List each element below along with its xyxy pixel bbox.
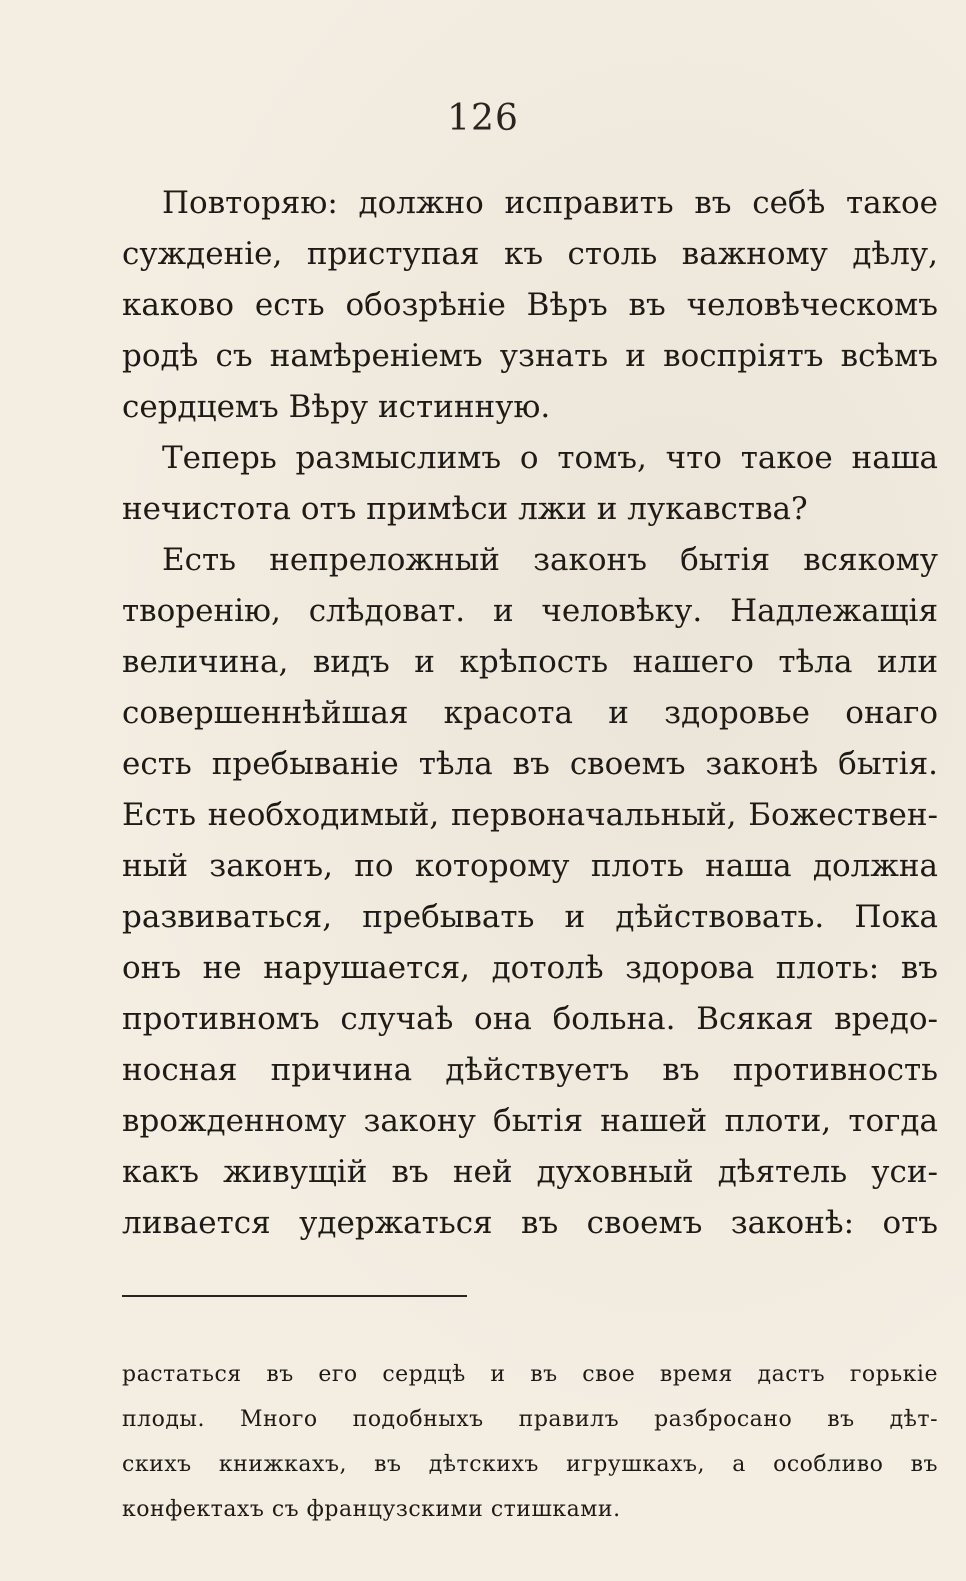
footnote-divider bbox=[122, 1295, 467, 1297]
footnote-line: плоды. Много подобныхъ правилъ разбросано въ дѣт- bbox=[122, 1407, 938, 1432]
text-line: величина, видъ и крѣпость нашего тѣла или bbox=[122, 644, 938, 680]
text-line: Повторяю: должно исправить въ себѣ такое bbox=[162, 185, 938, 221]
text-line: противномъ случаѣ она больна. Всякая вредо- bbox=[122, 1001, 938, 1037]
page-number: 126 bbox=[447, 98, 519, 139]
footnote bbox=[122, 1352, 938, 1532]
text-line: сердцемъ Вѣру истинную. bbox=[122, 389, 551, 425]
text-line: нечистота отъ примѣси лжи и лукавства? bbox=[122, 491, 808, 527]
body-text bbox=[122, 178, 938, 1249]
text-line: развиваться, пребывать и дѣйствовать. Пока bbox=[122, 899, 938, 935]
text-line: врожденному закону бытія нашей плоти, тогда bbox=[122, 1103, 938, 1139]
text-line: ливается удержаться въ своемъ законѣ: отъ bbox=[122, 1205, 938, 1241]
text-line: совершеннѣйшая красота и здоровье онаго bbox=[122, 695, 938, 731]
text-line: сужденіе, приступая къ столь важному дѣлу, bbox=[122, 236, 938, 272]
text-line: каково есть обозрѣніе Вѣръ въ человѣческомъ bbox=[122, 287, 938, 323]
text-line: носная причина дѣйствуетъ въ противность bbox=[122, 1052, 938, 1088]
text-line: Есть необходимый, первоначальный, Божествен- bbox=[122, 797, 938, 833]
text-line: ный законъ, по которому плоть наша должна bbox=[122, 848, 938, 884]
text-line: родѣ съ намѣреніемъ узнать и воспріятъ всѣмъ bbox=[122, 338, 938, 374]
text-line: какъ живущій въ ней духовный дѣятель уси- bbox=[122, 1154, 938, 1190]
text-line: онъ не нарушается, дотолѣ здорова плоть: въ bbox=[122, 950, 938, 986]
text-line: Теперь размыслимъ о томъ, что такое наша bbox=[162, 440, 938, 476]
footnote-line: конфектахъ съ французскими стишками. bbox=[122, 1497, 621, 1522]
footnote-line: растаться въ его сердцѣ и въ свое время дастъ горькіе bbox=[122, 1362, 938, 1387]
text-line: есть пребываніе тѣла въ своемъ законѣ бытія. bbox=[122, 746, 938, 782]
footnote-line: скихъ книжкахъ, въ дѣтскихъ игрушкахъ, а особливо въ bbox=[122, 1452, 938, 1477]
text-line: Есть непреложный законъ бытія всякому bbox=[162, 542, 938, 578]
text-line: творенію, слѣдоват. и человѣку. Надлежащія bbox=[122, 593, 938, 629]
